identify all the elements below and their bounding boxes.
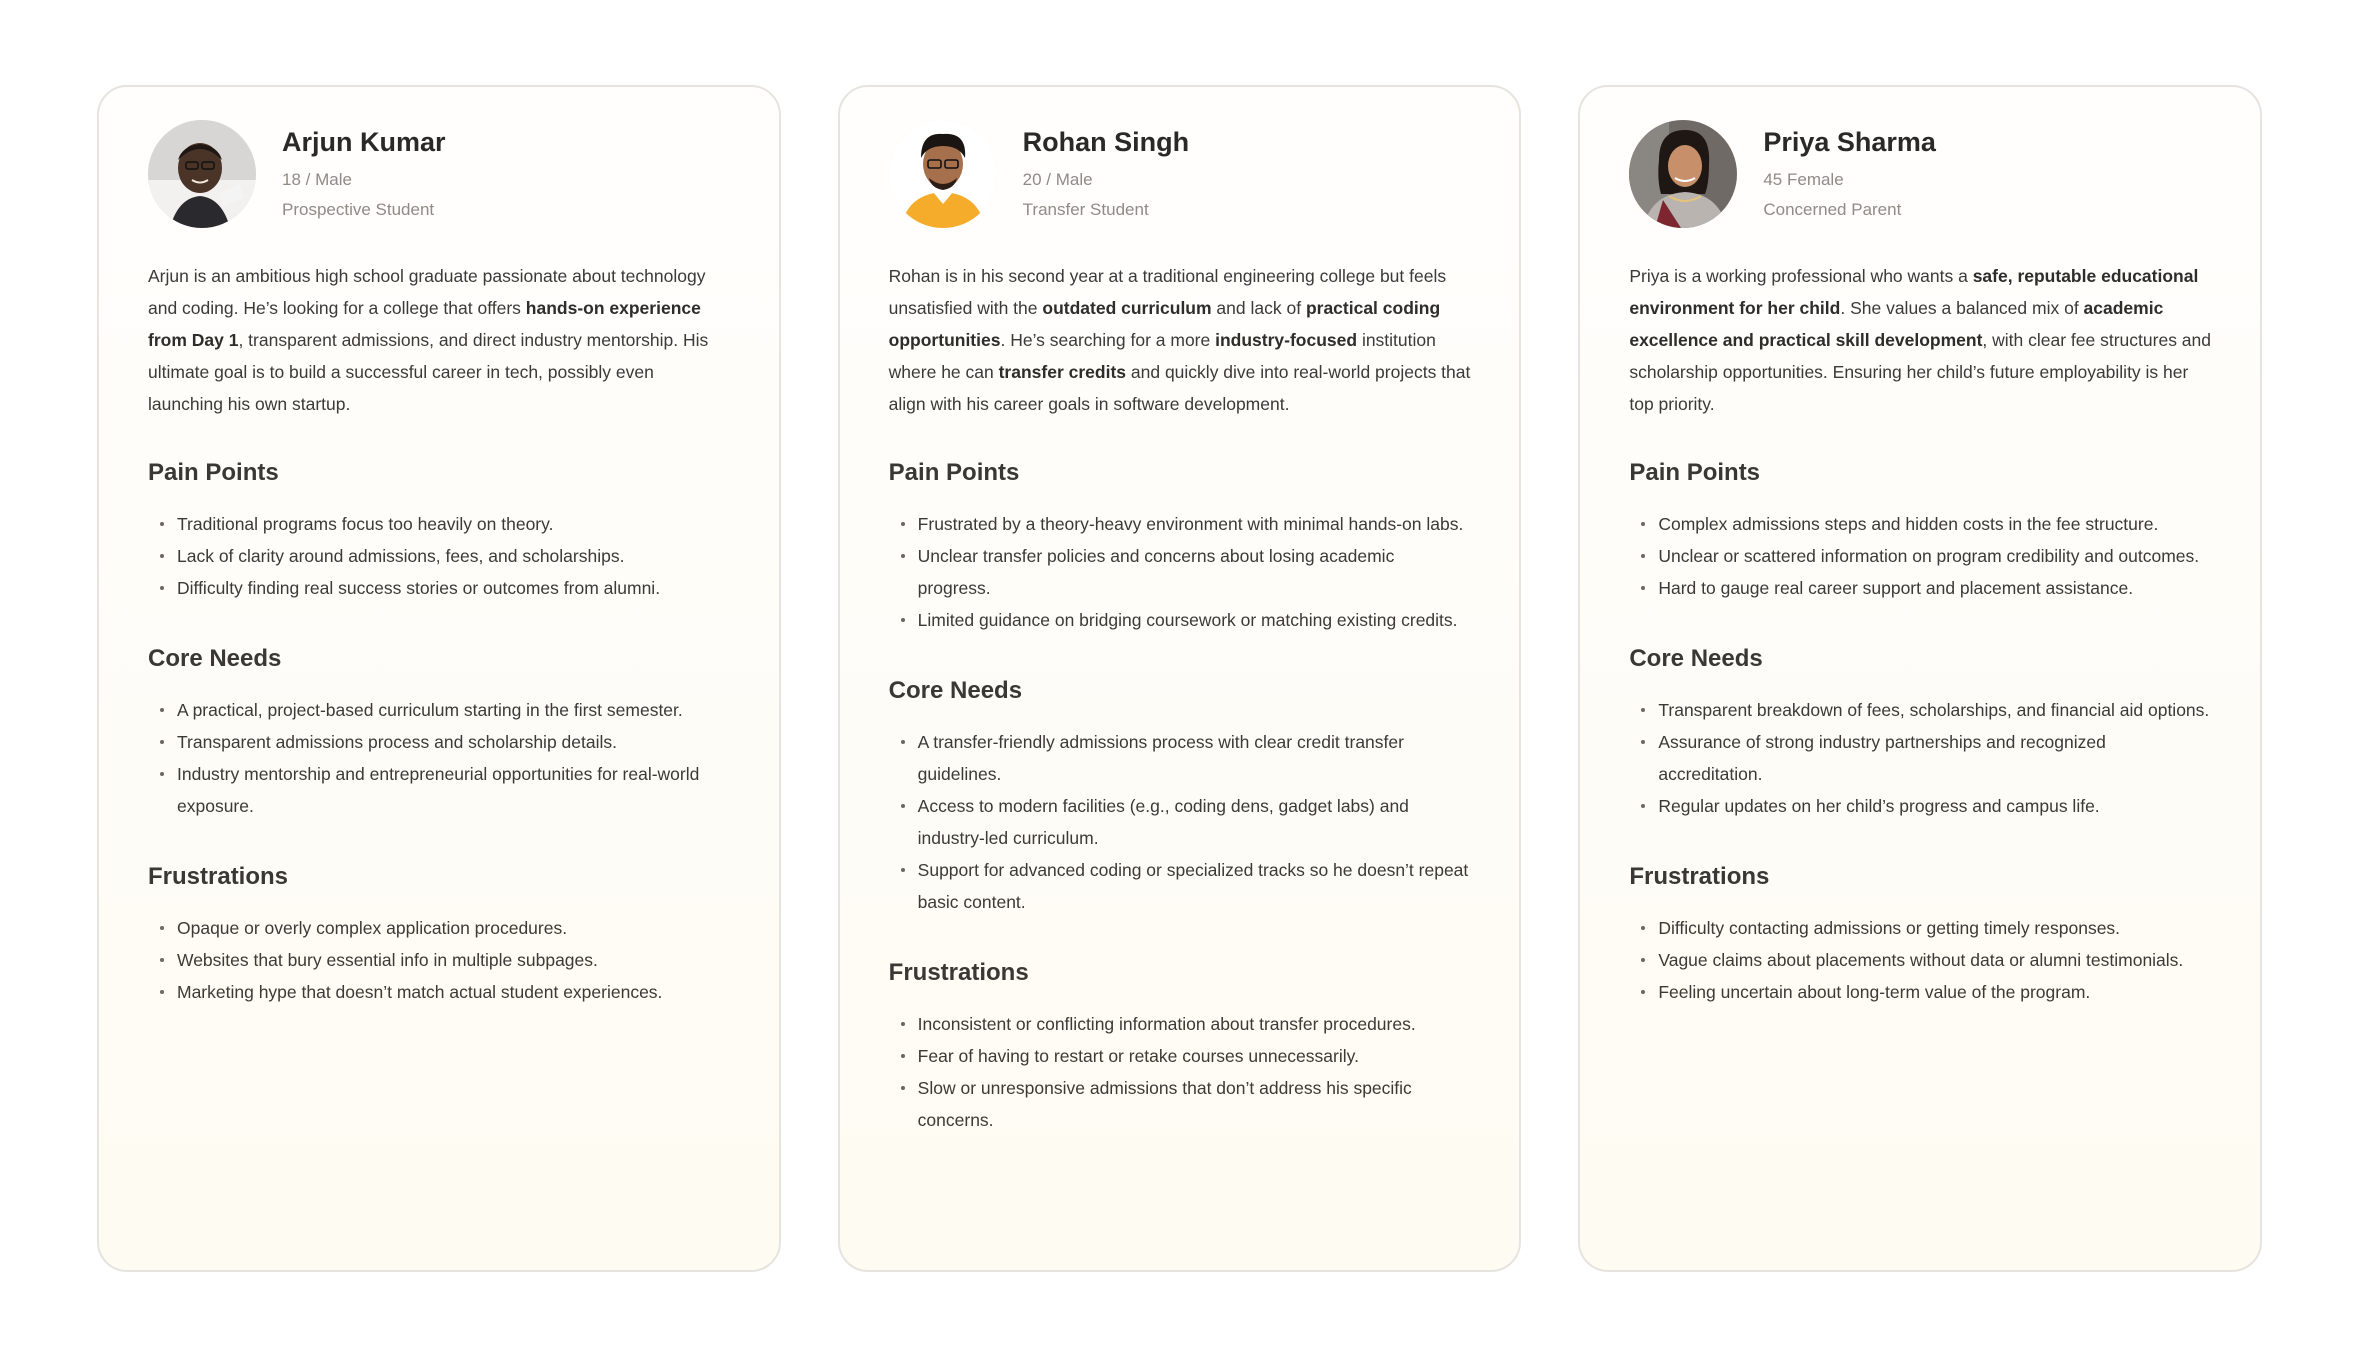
persona-name: Rohan Singh [1022, 127, 1190, 157]
persona-identity [1023, 120, 1189, 225]
list-item: Regular updates on her child’s progress and campus life. [1658, 790, 2212, 822]
persona-age-gender: 20 / Male [1022, 170, 1093, 189]
list-item: Feeling uncertain about long-term value of the program. [1658, 976, 2212, 1008]
persona-name: Arjun Kumar [282, 127, 446, 157]
persona-card [838, 85, 1522, 1272]
list-item: Vague claims about placements without data or alumni testimonials. [1658, 944, 2212, 976]
persona-identity [1763, 120, 1936, 225]
bio-text: Priya is a working professional who wants a [1629, 266, 1973, 286]
list-item: Opaque or overly complex application procedures. [177, 912, 731, 944]
section-heading: Frustrations [888, 959, 1029, 986]
bio-text: . He’s searching for a more [1000, 330, 1216, 350]
list-item: Complex admissions steps and hidden costs in the fee structure. [1658, 508, 2212, 540]
section-list [889, 726, 1472, 918]
list-item: Slow or unresponsive admissions that don’t address his specific concerns. [918, 1072, 1472, 1136]
section-list [148, 912, 731, 1008]
list-item: Transparent breakdown of fees, scholarships, and financial aid options. [1658, 694, 2212, 726]
bio-emphasis: academic excellence and practical skill development [1629, 298, 2164, 350]
bio-text: institution where he can [888, 330, 1436, 382]
persona-header [1629, 120, 2212, 227]
bio-text: and lack of [1211, 298, 1306, 318]
section-heading: Pain Points [1629, 459, 1761, 486]
bio-text: , transparent admissions, and direct industry mentorship. His ultimate goal is to build a successful career in tech, possibly even launching his own startup. [148, 330, 709, 414]
persona-bio [148, 260, 731, 420]
bio-text: , with clear fee structures and scholarship opportunities. Ensuring her child’s future employability is her top priority. [1629, 330, 2211, 414]
list-item: Inconsistent or conflicting information about transfer procedures. [918, 1008, 1472, 1040]
list-item: Industry mentorship and entrepreneurial opportunities for real-world exposure. [177, 758, 731, 822]
persona-identity [282, 120, 446, 225]
persona-sections [889, 458, 1472, 1136]
section-heading: Core Needs [148, 645, 282, 672]
bio-emphasis: practical coding opportunities [888, 298, 1441, 350]
list-item: Marketing hype that doesn’t match actual student experiences. [177, 976, 731, 1008]
persona-card [1578, 85, 2262, 1272]
list-item: Unclear or scattered information on program credibility and outcomes. [1658, 540, 2212, 572]
list-item: Assurance of strong industry partnerships and recognized accreditation. [1658, 726, 2212, 790]
section-heading: Core Needs [1629, 645, 1763, 672]
section-list [148, 508, 731, 604]
list-item: Frustrated by a theory-heavy environment with minimal hands-on labs. [918, 508, 1472, 540]
persona-role: Prospective Student [282, 200, 435, 219]
section-list [1629, 508, 2212, 604]
list-item: Websites that bury essential info in multiple subpages. [177, 944, 731, 976]
list-item: Difficulty contacting admissions or getting timely responses. [1658, 912, 2212, 944]
list-item: Lack of clarity around admissions, fees, and scholarships. [177, 540, 731, 572]
person-photo-icon [148, 120, 256, 228]
list-item: Traditional programs focus too heavily on theory. [177, 508, 731, 540]
persona-name: Priya Sharma [1763, 127, 1936, 157]
persona-age-gender: 18 / Male [282, 170, 352, 189]
section-heading: Pain Points [888, 459, 1020, 486]
persona-header [148, 120, 731, 227]
bio-emphasis: safe, reputable educational environment for her child [1629, 266, 2199, 318]
person-photo-icon [1629, 120, 1737, 228]
section-heading: Core Needs [888, 677, 1023, 704]
list-item: A transfer-friendly admissions process with clear credit transfer guidelines. [918, 726, 1472, 790]
list-item: Fear of having to restart or retake courses unnecessarily. [918, 1040, 1472, 1072]
bio-text: Arjun is an ambitious high school graduate passionate about technology and coding. He’s looking for a college that offers [148, 266, 706, 318]
list-item: Limited guidance on bridging coursework or matching existing credits. [918, 604, 1472, 636]
list-item: Unclear transfer policies and concerns about losing academic progress. [918, 540, 1472, 604]
persona-card [97, 85, 781, 1272]
section-list [1629, 694, 2212, 822]
list-item: Support for advanced coding or specialized tracks so he doesn’t repeat basic content. [918, 854, 1472, 918]
person-photo-icon [889, 120, 997, 228]
section-list [148, 694, 731, 822]
bio-text: . She values a balanced mix of [1840, 298, 2084, 318]
section-heading: Frustrations [1629, 863, 1770, 890]
list-item: Difficulty finding real success stories or outcomes from alumni. [177, 572, 731, 604]
list-item: Hard to gauge real career support and placement assistance. [1658, 572, 2212, 604]
list-item: A practical, project-based curriculum starting in the first semester. [177, 694, 731, 726]
bio-emphasis: outdated curriculum [1042, 298, 1212, 318]
section-list [889, 1008, 1472, 1136]
section-heading: Pain Points [148, 459, 279, 486]
persona-cards [97, 85, 2262, 1272]
section-list [889, 508, 1472, 636]
section-heading: Frustrations [148, 863, 289, 890]
bio-emphasis: hands-on experience from Day 1 [148, 298, 701, 350]
persona-sections [148, 458, 731, 1008]
list-item: Transparent admissions process and scholarship details. [177, 726, 731, 758]
persona-role: Concerned Parent [1763, 200, 1902, 219]
section-list [1629, 912, 2212, 1008]
persona-header [889, 120, 1472, 227]
bio-emphasis: transfer credits [998, 362, 1127, 382]
list-item: Access to modern facilities (e.g., coding dens, gadget labs) and industry-led curriculum. [918, 790, 1472, 854]
bio-text: and quickly dive into real-world projects that align with his career goals in software development. [888, 362, 1471, 414]
persona-role: Transfer Student [1022, 200, 1149, 219]
bio-text: Rohan is in his second year at a traditional engineering college but feels unsatisfied with the [888, 266, 1447, 318]
persona-sections [1629, 458, 2212, 1008]
persona-age-gender: 45 Female [1763, 170, 1844, 189]
persona-bio [1629, 260, 2212, 420]
persona-bio [889, 260, 1472, 420]
bio-emphasis: industry-focused [1215, 330, 1358, 350]
